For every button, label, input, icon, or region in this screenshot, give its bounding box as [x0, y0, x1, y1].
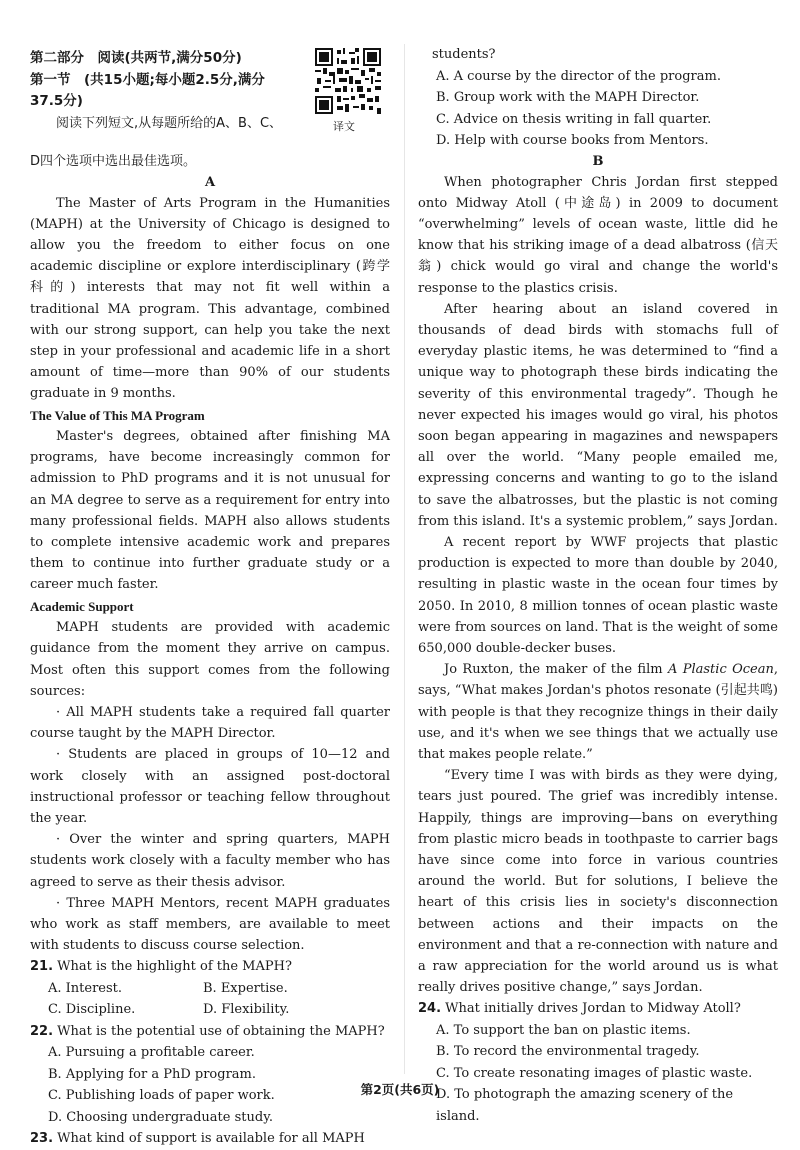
- question-21-options-row1: [30, 978, 390, 1000]
- question-23-stem-continued: students?: [432, 47, 496, 62]
- column-divider: [404, 44, 405, 1074]
- passage-b-paragraph-4: [418, 659, 778, 765]
- question-21-number: 21.: [30, 959, 54, 975]
- film-title: A Plastic Ocean: [667, 662, 774, 678]
- question-23-number: 23.: [30, 1131, 54, 1147]
- passage-a-support-intro: MAPH students are provided with academic guidance from the moment they arrive on campus. Most often this support comes from the following sources:: [30, 620, 390, 699]
- qr-label: 译文: [333, 120, 355, 133]
- q21-option-c[interactable]: C. Discipline.: [48, 1002, 136, 1018]
- q21-option-b[interactable]: B. Expertise.: [203, 980, 288, 996]
- section-title-line1: 第一节 (共15小题;每小题2.5分,满分: [30, 71, 265, 88]
- passage-b-paragraph-2: After hearing about an island covered in thousands of dead birds with stomachs full of everyday plastic items, he was determined to “find a unique way to photograph these birds indicating the severity of this environmental tragedy”. Though he never expected his images would go viral, his photos soon began appearing in magazines and newspapers all over the world. “Many people emailed me, expressing concerns and wanting to go to the island to save the albatrosses, but the plastic is not coming from this island. It's a systemic problem,” says Jordan.: [418, 301, 778, 529]
- question-22-stem: What is the potential use of obtaining the MAPH?: [57, 1023, 385, 1039]
- question-21: [30, 956, 390, 978]
- question-23-stem: What kind of support is available for all MAPH: [57, 1131, 365, 1147]
- q22-option-d[interactable]: D. Choosing undergraduate study.: [48, 1109, 273, 1125]
- q24-option-a[interactable]: A. To support the ban on plastic items.: [436, 1022, 691, 1038]
- section-title-line2: 37.5分): [30, 93, 83, 109]
- q22-option-b[interactable]: B. Applying for a PhD program.: [48, 1066, 256, 1082]
- part-title: 第二部分 阅读(共两节,满分50分): [30, 50, 242, 66]
- q23-option-a[interactable]: A. A course by the director of the program.: [436, 68, 721, 84]
- q24-option-c[interactable]: C. To create resonating images of plastic waste.: [436, 1065, 753, 1081]
- support-bullet-3: · Over the winter and spring quarters, MAPH students work closely with a faculty member who has agreed to serve as their thesis advisor.: [30, 832, 390, 890]
- question-22-number: 22.: [30, 1023, 54, 1039]
- question-23: [30, 1128, 390, 1150]
- q23-option-d[interactable]: D. Help with course books from Mentors.: [436, 133, 709, 148]
- passage-a-paragraph-1: The Master of Arts Program in the Humanities (MAPH) at the University of Chicago is designed to allow you the freedom to either focus on one academic discipline or explore interdisciplinary (跨学科的) interests that may not fit well within a traditional MA program. This advantage, combined with our strong support, can help you take the next step in your professional and academic life in a short amount of time—more than 90% of our students graduate in 9 months.: [30, 195, 390, 402]
- passage-a-value-paragraph: Master's degrees, obtained after finishing MA programs, have become increasingly common for admission to PhD programs and it is not unusual for an MA degree to serve as a requirement for entry into many professional fields. MAPH also allows students to complete intensive academic work and prepares them to continue into further graduate study or a career much faster.: [30, 429, 390, 593]
- question-22: [30, 1021, 390, 1043]
- q22-option-a[interactable]: A. Pursuing a profitable career.: [48, 1045, 255, 1061]
- passage-b-paragraph-1: When photographer Chris Jordan first stepped onto Midway Atoll (中途岛) in 2009 to document “overwhelming” levels of ocean waste, little did he know that his striking image of a dead albatross (信天翁) chick would go viral and change the world's response to the plastics crisis.: [418, 174, 778, 296]
- passage-b-label: B: [592, 153, 604, 169]
- qr-code-icon: [315, 48, 381, 114]
- section-header: [30, 48, 390, 158]
- q24-option-d[interactable]: D. To photograph the amazing scenery of the island.: [436, 1087, 734, 1124]
- question-24: [418, 998, 778, 1020]
- passage-b-p4-after: , says, “What makes Jordan's photos resonate (引起共鸣) with people is that they recognize things in their daily use, and it's when we see things that we actually use that makes people relate.”: [418, 662, 778, 762]
- left-column: [30, 48, 390, 1150]
- instruction-line2: D四个选项中选出最佳选项。: [30, 154, 197, 169]
- subheading-value: The Value of This MA Program: [30, 407, 205, 423]
- q21-option-a[interactable]: A. Interest.: [48, 980, 123, 996]
- q22-option-c[interactable]: C. Publishing loads of paper work.: [48, 1088, 275, 1104]
- question-24-stem: What initially drives Jordan to Midway Atoll?: [445, 1001, 741, 1017]
- support-bullet-4: · Three MAPH Mentors, recent MAPH graduates who work as staff members, are available to meet with students to discuss course selection.: [30, 895, 390, 954]
- question-21-options-row2: [30, 999, 390, 1021]
- passage-a-label: A: [204, 174, 216, 190]
- passage-b-paragraph-5: “Every time I was with birds as they were dying, tears just poured. The grief was incredibly intense. Happily, things are improving—bans on everything from plastic micro beads in toothpaste to carrier bags have since come into force in various countries around the world. But for solutions, I believe the heart of this crisis lies in society's disconnection between actions and their impacts on the environment and that a re-connection with nature and a raw appreciation for the world around us is what really drives positive change,” says Jordan.: [418, 768, 778, 996]
- support-bullet-1: · All MAPH students take a required fall quarter course taught by the MAPH Director.: [30, 704, 390, 742]
- q23-option-c[interactable]: C. Advice on thesis writing in fall quarter.: [436, 111, 712, 127]
- support-bullet-2: · Students are placed in groups of 10—12 and work closely with an assigned post-doctoral instructional professor or teaching fellow throughout the year.: [30, 747, 390, 826]
- passage-b-paragraph-3: A recent report by WWF projects that plastic production is expected to more than double by 2040, resulting in plastic waste in the ocean four times by 2050. In 2010, 8 million tonnes of ocean plastic waste were from sources on land. That is the weight of some 650,000 double-decker buses.: [418, 534, 778, 656]
- page-number: 第2页(共6页): [360, 1082, 440, 1097]
- question-24-number: 24.: [418, 1001, 442, 1017]
- passage-b-p4-before: Jo Ruxton, the maker of the film: [444, 662, 668, 678]
- right-column: [418, 44, 778, 1127]
- q23-option-b[interactable]: B. Group work with the MAPH Director.: [436, 90, 700, 105]
- instruction-line1: 阅读下列短文,从每题所给的A、B、C、: [56, 115, 283, 131]
- q21-option-d[interactable]: D. Flexibility.: [203, 1002, 290, 1018]
- question-21-stem: What is the highlight of the MAPH?: [57, 959, 292, 975]
- q24-option-b[interactable]: B. To record the environmental tragedy.: [436, 1044, 700, 1060]
- subheading-support: Academic Support: [30, 598, 134, 614]
